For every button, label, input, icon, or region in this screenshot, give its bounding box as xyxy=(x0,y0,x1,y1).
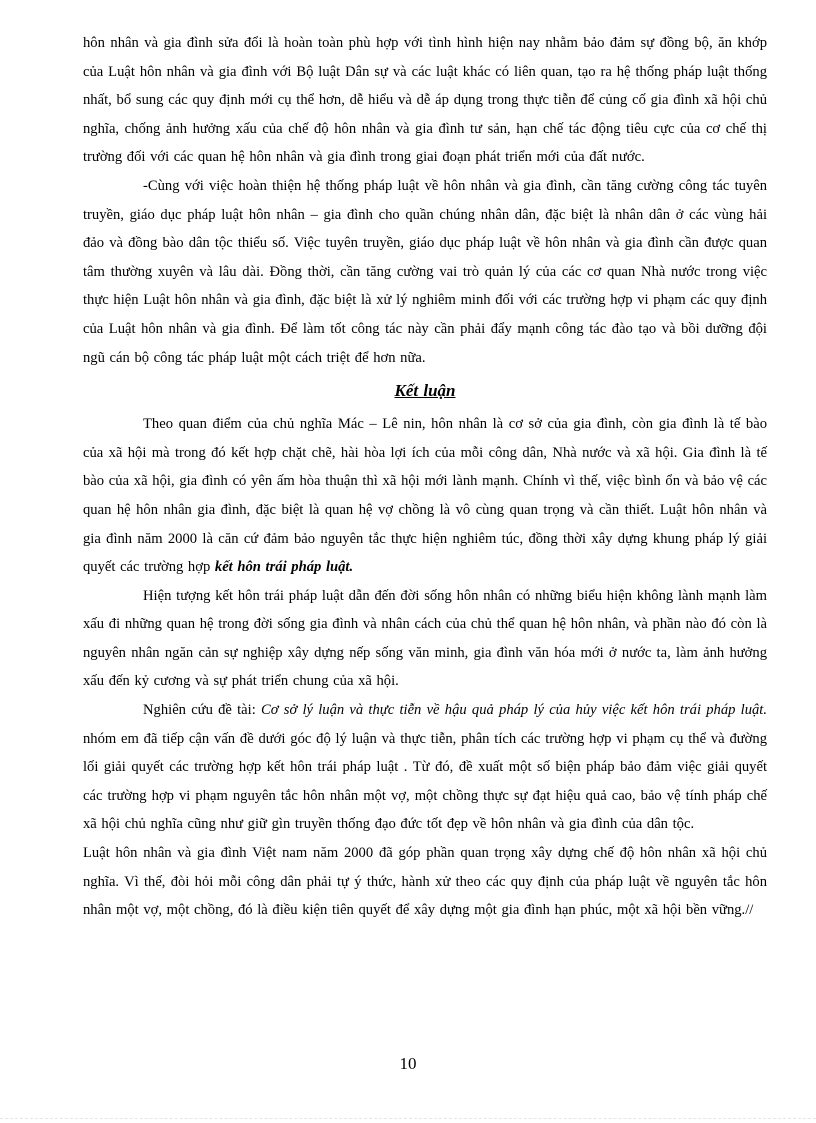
paragraph-5-lead: Nghiên cứu đề tài: xyxy=(143,702,262,719)
section-heading: Kết luận xyxy=(394,381,456,401)
page-number: 10 xyxy=(399,1054,417,1073)
paragraph-3-emphasis: kết hôn trái pháp luật. xyxy=(214,559,354,576)
paragraph-5-rest: nhóm em đã tiếp cận vấn đề dưới góc độ lý luận và thực tiễn, phân tích các trường hợp vi phạm cụ thể và đường lối giải quyết các trường hợp kết hôn trái pháp luật . Từ đó, đề xuất một số biện pháp bảo đảm việc giải quyết các trường hợp vi phạm nguyên tắc hôn nhân một vợ, một chồng thực sự đạt hiệu quả cao, bảo vệ tính pháp chế xã hội chủ nghĩa cũng như giữ gìn truyền thống đạo đức tốt đẹp về hôn nhân và gia đình của dân tộc. xyxy=(83,730,767,833)
paragraph-5 xyxy=(83,696,767,839)
paragraph-6: Luật hôn nhân và gia đình Việt nam năm 2000 đã góp phần quan trọng xây dựng chế độ hôn nhân xã hội chủ nghĩa. Vì thế, đòi hỏi mỗi công dân phải tự ý thức, hành xử theo các quy định của pháp luật về nguyên tắc hôn nhân một vợ, một chồng, đó là điều kiện tiên quyết để xây dựng một gia đình hạn phúc, một xã hội bền vững.// xyxy=(83,845,767,919)
document-body xyxy=(83,29,767,925)
paragraph-3 xyxy=(83,410,767,582)
paragraph-3-text: Theo quan điểm của chủ nghĩa Mác – Lê nin, hôn nhân là cơ sở của gia đình, còn gia đình là tế bào của xã hội mà trong đó kết hợp chặt chẽ, hài hòa lợi ích của mỗi công dân, Nhà nước và xã hội. Gia đình là tế bào của xã hội, gia đình có yên ấm hòa thuận thì xã hội mới lành mạnh. Chính vì thế, việc bình ổn và bảo vệ các quan hệ hôn nhân gia đình, đặc biệt là quan hệ vợ chồng là vô cùng quan trọng và cần thiết. Luật hôn nhân và gia đình năm 2000 là căn cứ đảm bảo nguyên tắc thực hiện nghiêm túc, đồng thời xây dựng khung pháp lý giải quyết các trường hợp xyxy=(83,416,767,576)
paragraph-4: Hiện tượng kết hôn trái pháp luật dẫn đến đời sống hôn nhân có những biểu hiện không lành mạnh làm xấu đi những quan hệ trong đời sống gia đình và nhân cách của chủ thể quan hệ hôn nhân, và phần nào đó còn là nguyên nhân ngăn cản sự nghiệp xây dựng nếp sống văn minh, gia đình văn hóa mới ở nước ta, làm ảnh hưởng xấu đến kỷ cương và sự phát triển chung của xã hội. xyxy=(83,587,767,690)
paragraph-1: hôn nhân và gia đình sửa đổi là hoàn toàn phù hợp với tình hình hiện nay nhằm bảo đảm sự đồng bộ, ăn khớp của Luật hôn nhân và gia đình với Bộ luật Dân sự và các luật khác có liên quan, tạo ra hệ thống pháp luật thống nhất, bổ sung các quy định mới cụ thể hơn, dễ hiểu và dễ áp dụng trong thực tiễn để củng cố gia đình xã hội chủ nghĩa, chống ảnh hưởng xấu của chế độ hôn nhân và gia đình tư sản, hạn chế tác động tiêu cực của cơ chế thị trường đối với các quan hệ hôn nhân và gia đình trong giai đoạn phát triển mới của đất nước. xyxy=(83,35,767,166)
paragraph-5-topic-title: Cơ sở lý luận và thực tiễn về hậu quả pháp lý của hủy việc kết hôn trái pháp luật. xyxy=(261,702,768,719)
paragraph-2: -Cùng với việc hoàn thiện hệ thống pháp luật về hôn nhân và gia đình, cần tăng cường công tác tuyên truyền, giáo dục pháp luật hôn nhân – gia đình cho quần chúng nhân dân, đặc biệt là nhân dân ở các vùng hải đảo và đồng bào dân tộc thiểu số. Việc tuyên truyền, giáo dục pháp luật về hôn nhân và gia đình cần được quan tâm thường xuyên và lâu dài. Đồng thời, cần tăng cường vai trò quản lý của các cơ quan Nhà nước trong việc thực hiện Luật hôn nhân và gia đình, đặc biệt là xử lý nghiêm minh đối với các trường hợp vi phạm các quy định của Luật hôn nhân và gia đình. Để làm tốt công tác này cần phải đẩy mạnh công tác đào tạo và bồi dưỡng đội ngũ cán bộ công tác pháp luật một cách triệt để hơn nữa. xyxy=(83,177,767,366)
page-bottom-divider xyxy=(0,1118,816,1119)
